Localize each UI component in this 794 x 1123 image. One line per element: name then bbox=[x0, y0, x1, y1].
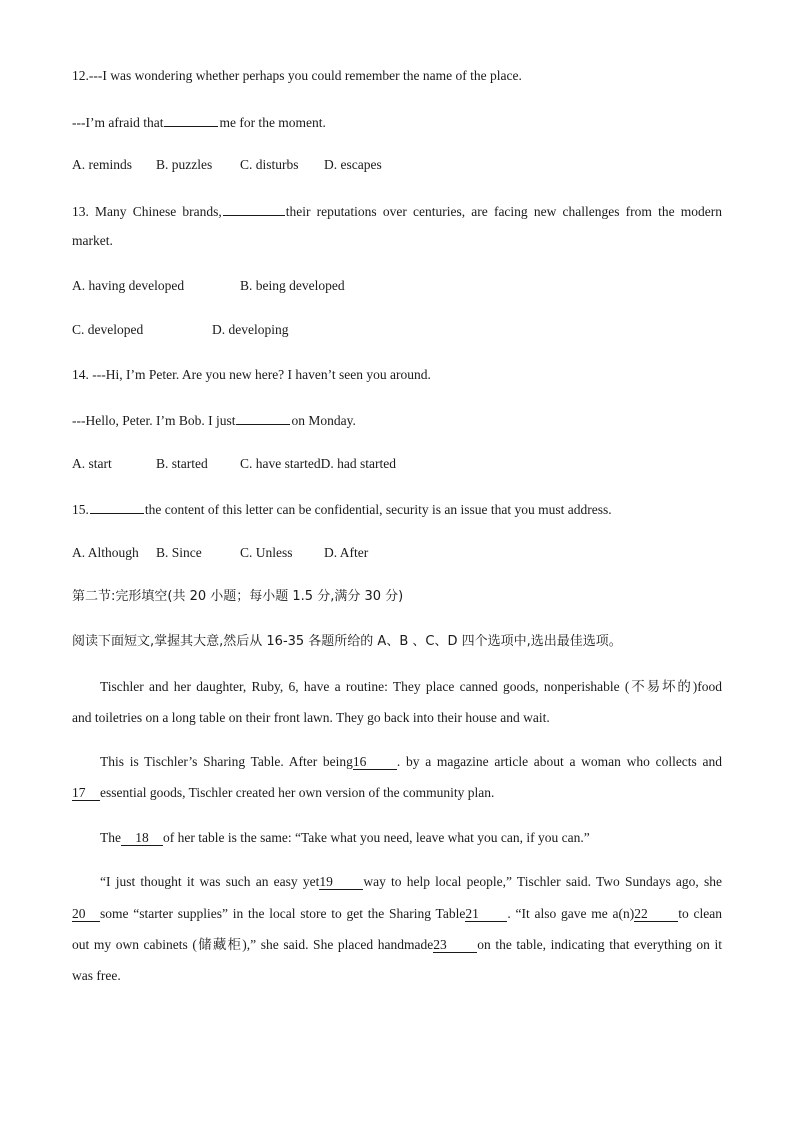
q14-option-b: B. started bbox=[156, 456, 208, 471]
q13-line1-post: their reputations over centuries, are facing new challenges from the modern bbox=[285, 204, 722, 219]
q13-prompt bbox=[72, 202, 722, 220]
section-heading: 第二节:完形填空(共 20 小题；每小题 1.5 分,满分 30 分) bbox=[72, 589, 404, 604]
q14-blank bbox=[236, 411, 290, 425]
passage-p4-line3-pre: out my own cabinets (储藏柜),” she said. She placed handmade bbox=[72, 937, 434, 952]
passage-p4-line4 bbox=[72, 968, 722, 984]
blank-19: 19 bbox=[319, 875, 363, 890]
q15-option-a: A. Although bbox=[72, 545, 139, 560]
q14-line2-post: on Monday. bbox=[291, 413, 356, 428]
passage-p4-line2-mid: some “starter supplies” in the local store to get the Sharing Table bbox=[100, 906, 466, 921]
passage-p4-line2-post: to clean bbox=[678, 906, 722, 921]
q15-option-b: B. Since bbox=[156, 545, 202, 560]
passage-p2-line2 bbox=[72, 785, 722, 801]
q12-option-a: A. reminds bbox=[72, 157, 132, 172]
q13-options-row2 bbox=[72, 322, 722, 338]
passage-p4-line3-post: on the table, indicating that everything on it bbox=[477, 937, 722, 952]
q14-option-c: C. have started bbox=[240, 456, 321, 471]
q12-prompt bbox=[72, 68, 722, 84]
q14-line2-pre: ---Hello, Peter. I’m Bob. I just bbox=[72, 413, 236, 428]
passage-p1-text1: Tischler and her daughter, Ruby, 6, have a routine: They place canned goods, nonperishable (不易坏的)food bbox=[100, 679, 722, 694]
q13-line2: market. bbox=[72, 233, 113, 248]
q15-line1-post: the content of this letter can be confidential, security is an issue that you must address. bbox=[144, 502, 612, 517]
passage-p4-line3 bbox=[72, 937, 722, 953]
passage-p2-line1 bbox=[100, 754, 722, 770]
blank-22: 22 bbox=[634, 907, 678, 922]
passage-p4-line1 bbox=[100, 874, 722, 890]
passage-p3-pre: The bbox=[100, 830, 121, 845]
passage-p2-line2-text: essential goods, Tischler created her own version of the community plan. bbox=[100, 785, 495, 800]
q14-line1: 14. ---Hi, I’m Peter. Are you new here? I haven’t seen you around. bbox=[72, 367, 431, 382]
section-instruction: 阅读下面短文,掌握其大意,然后从 16-35 各题所给的 A、B 、C、D 四个选项中,选出最佳选项。 bbox=[72, 634, 622, 649]
blank-20: 20 bbox=[72, 907, 100, 922]
q13-option-c: C. developed bbox=[72, 322, 144, 337]
q15-prompt bbox=[72, 500, 722, 518]
passage-p2-post: . by a magazine article about a woman who collects and bbox=[396, 754, 723, 769]
q14-response bbox=[72, 411, 722, 429]
q13-option-a: A. having developed bbox=[72, 278, 185, 293]
blank-18: 18 bbox=[121, 831, 163, 846]
passage-p1-text2: and toiletries on a long table on their front lawn. They go back into their house and wait. bbox=[72, 710, 550, 725]
q13-line1-pre: 13. Many Chinese brands, bbox=[72, 204, 222, 219]
passage-p4-line2 bbox=[72, 906, 722, 922]
q15-option-d: D. After bbox=[324, 545, 369, 560]
passage-p4-line2-mid2: . “It also gave me a(n) bbox=[507, 906, 635, 921]
q12-options bbox=[72, 157, 722, 173]
q15-line1-pre: 15. bbox=[72, 502, 89, 517]
passage-p4-post: way to help local people,” Tischler said. Two Sundays ago, she bbox=[363, 874, 722, 889]
q15-blank bbox=[90, 500, 144, 514]
q12-option-d: D. escapes bbox=[324, 157, 382, 172]
q12-response bbox=[72, 113, 722, 131]
q14-prompt bbox=[72, 367, 722, 383]
passage-p1-line1 bbox=[100, 679, 722, 695]
passage-p4-pre: “I just thought it was such an easy yet bbox=[100, 874, 320, 889]
q12-line2-post: me for the moment. bbox=[219, 115, 326, 130]
q14-option-d: D. had started bbox=[320, 456, 396, 471]
q13-option-d: D. developing bbox=[212, 322, 289, 337]
passage-p1-line2 bbox=[72, 710, 722, 726]
q12-option-c: C. disturbs bbox=[240, 157, 299, 172]
blank-21: 21 bbox=[465, 907, 507, 922]
q14-options bbox=[72, 456, 722, 472]
q13-blank bbox=[223, 202, 285, 216]
blank-23: 23 bbox=[433, 938, 477, 953]
blank-16: 16 bbox=[353, 755, 397, 770]
q12-option-b: B. puzzles bbox=[156, 157, 213, 172]
q12-line1: 12.---I was wondering whether perhaps you could remember the name of the place. bbox=[72, 68, 522, 83]
passage-p4-line4-text: was free. bbox=[72, 968, 121, 983]
passage-p2-pre: This is Tischler’s Sharing Table. After being bbox=[100, 754, 353, 769]
q13-options-row1 bbox=[72, 278, 722, 294]
q15-option-c: C. Unless bbox=[240, 545, 293, 560]
q14-option-a: A. start bbox=[72, 456, 112, 471]
q13-option-b: B. being developed bbox=[240, 278, 345, 293]
q12-line2-pre: ---I’m afraid that bbox=[72, 115, 164, 130]
passage-p3-post: of her table is the same: “Take what you need, leave what you can, if you can.” bbox=[163, 830, 590, 845]
q13-prompt-cont bbox=[72, 233, 722, 249]
passage-p3-line1 bbox=[100, 830, 722, 846]
blank-17: 17 bbox=[72, 786, 100, 801]
q12-blank bbox=[164, 113, 218, 127]
q15-options bbox=[72, 545, 722, 561]
